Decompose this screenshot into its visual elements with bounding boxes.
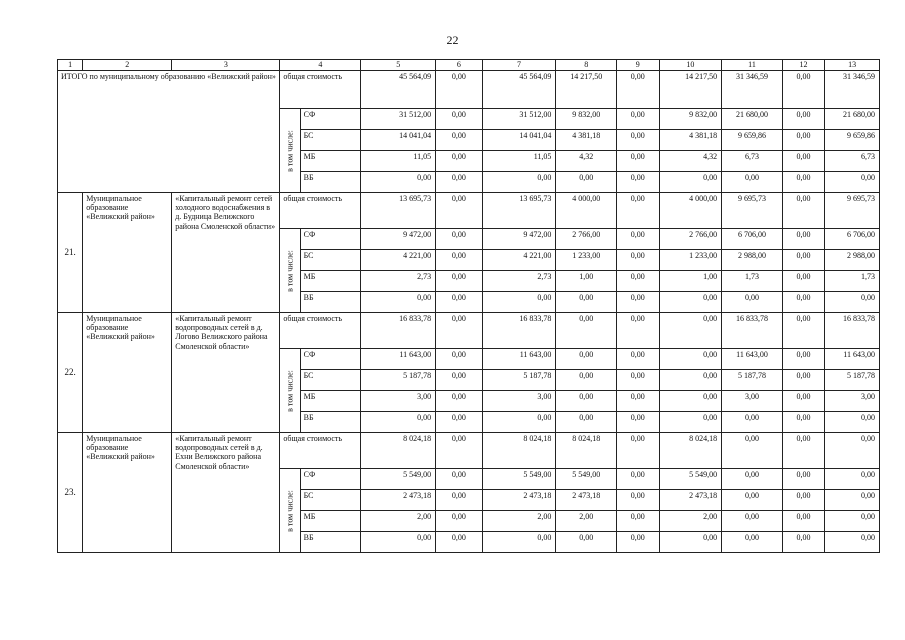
value-cell: 0,00 bbox=[482, 172, 556, 193]
value-cell: 2 766,00 bbox=[556, 229, 617, 250]
row-number: 23. bbox=[58, 433, 83, 553]
value-cell: 0,00 bbox=[556, 292, 617, 313]
value-cell: 0,00 bbox=[782, 391, 824, 412]
header-cell: 8 bbox=[556, 60, 617, 71]
value-cell: 0,00 bbox=[436, 433, 483, 469]
row-number: 21. bbox=[58, 193, 83, 313]
value-cell: 0,00 bbox=[617, 172, 659, 193]
value-cell: 2,00 bbox=[361, 511, 436, 532]
value-cell: 0,00 bbox=[436, 229, 483, 250]
value-cell: 5 187,78 bbox=[361, 370, 436, 391]
fund-source-label: СФ bbox=[300, 109, 361, 130]
value-cell: 0,00 bbox=[782, 109, 824, 130]
value-cell: 2 473,18 bbox=[659, 490, 722, 511]
value-cell: 4 221,00 bbox=[482, 250, 556, 271]
value-cell: 9 472,00 bbox=[482, 229, 556, 250]
value-cell: 0,00 bbox=[659, 391, 722, 412]
value-cell: 5 549,00 bbox=[482, 469, 556, 490]
value-cell: 0,00 bbox=[722, 490, 783, 511]
municipality-name: Муниципальное образование «Велижский район» bbox=[83, 313, 172, 433]
value-cell: 21 680,00 bbox=[722, 109, 783, 130]
value-cell: 0,00 bbox=[361, 172, 436, 193]
total-cost-label: общая стоимость bbox=[280, 433, 361, 469]
in-that-label-cell bbox=[280, 109, 300, 193]
value-cell: 2 473,18 bbox=[361, 490, 436, 511]
value-cell: 0,00 bbox=[617, 313, 659, 349]
value-cell: 6 706,00 bbox=[825, 229, 880, 250]
value-cell: 2,00 bbox=[659, 511, 722, 532]
value-cell: 0,00 bbox=[782, 229, 824, 250]
value-cell: 16 833,78 bbox=[722, 313, 783, 349]
value-cell: 16 833,78 bbox=[825, 313, 880, 349]
value-cell: 0,00 bbox=[556, 349, 617, 370]
value-cell: 0,00 bbox=[556, 532, 617, 553]
value-cell: 1,73 bbox=[722, 271, 783, 292]
fund-source-label: МБ bbox=[300, 391, 361, 412]
fund-source-label: БС bbox=[300, 130, 361, 151]
value-cell: 0,00 bbox=[482, 532, 556, 553]
fund-source-label: БС bbox=[300, 250, 361, 271]
value-cell: 4,32 bbox=[659, 151, 722, 172]
value-cell: 9 659,86 bbox=[825, 130, 880, 151]
value-cell: 0,00 bbox=[617, 469, 659, 490]
value-cell: 0,00 bbox=[782, 71, 824, 109]
value-cell: 6,73 bbox=[825, 151, 880, 172]
in-that-label: в том числе: bbox=[285, 249, 295, 292]
in-that-label: в том числе: bbox=[285, 489, 295, 532]
value-cell: 0,00 bbox=[617, 511, 659, 532]
header-cell: 1 bbox=[58, 60, 83, 71]
value-cell: 0,00 bbox=[722, 433, 783, 469]
value-cell: 0,00 bbox=[617, 130, 659, 151]
value-cell: 6 706,00 bbox=[722, 229, 783, 250]
value-cell: 0,00 bbox=[617, 271, 659, 292]
municipality-name: Муниципальное образование «Велижский район» bbox=[83, 433, 172, 553]
value-cell: 0,00 bbox=[436, 71, 483, 109]
header-cell: 6 bbox=[436, 60, 483, 71]
value-cell: 0,00 bbox=[482, 292, 556, 313]
header-cell: 13 bbox=[825, 60, 880, 71]
value-cell: 0,00 bbox=[617, 151, 659, 172]
value-cell: 0,00 bbox=[361, 532, 436, 553]
value-cell: 0,00 bbox=[782, 433, 824, 469]
header-cell: 9 bbox=[617, 60, 659, 71]
total-cost-label: общая стоимость bbox=[280, 193, 361, 229]
value-cell: 9 472,00 bbox=[361, 229, 436, 250]
value-cell: 16 833,78 bbox=[361, 313, 436, 349]
value-cell: 3,00 bbox=[825, 391, 880, 412]
value-cell: 0,00 bbox=[782, 532, 824, 553]
fund-source-label: БС bbox=[300, 370, 361, 391]
value-cell: 0,00 bbox=[782, 511, 824, 532]
header-cell: 4 bbox=[280, 60, 361, 71]
value-cell: 11 643,00 bbox=[722, 349, 783, 370]
header-cell: 3 bbox=[172, 60, 280, 71]
value-cell: 9 832,00 bbox=[659, 109, 722, 130]
value-cell: 9 659,86 bbox=[722, 130, 783, 151]
value-cell: 8 024,18 bbox=[556, 433, 617, 469]
value-cell: 1,00 bbox=[659, 271, 722, 292]
value-cell: 0,00 bbox=[617, 109, 659, 130]
value-cell: 0,00 bbox=[617, 71, 659, 109]
value-cell: 1,00 bbox=[556, 271, 617, 292]
value-cell: 3,00 bbox=[361, 391, 436, 412]
value-cell: 14 041,04 bbox=[482, 130, 556, 151]
object-row bbox=[58, 193, 880, 229]
value-cell: 4 381,18 bbox=[556, 130, 617, 151]
value-cell: 0,00 bbox=[436, 469, 483, 490]
value-cell: 2 988,00 bbox=[722, 250, 783, 271]
value-cell: 2 473,18 bbox=[482, 490, 556, 511]
value-cell: 0,00 bbox=[436, 532, 483, 553]
value-cell: 2 766,00 bbox=[659, 229, 722, 250]
value-cell: 0,00 bbox=[782, 469, 824, 490]
value-cell: 45 564,09 bbox=[361, 71, 436, 109]
header-cell: 7 bbox=[482, 60, 556, 71]
value-cell: 2 988,00 bbox=[825, 250, 880, 271]
value-cell: 4 221,00 bbox=[361, 250, 436, 271]
value-cell: 5 549,00 bbox=[556, 469, 617, 490]
value-cell: 0,00 bbox=[825, 532, 880, 553]
project-name: «Капитальный ремонт водопроводных сетей в д. Ехни Велижского района Смоленской области» bbox=[172, 433, 280, 553]
value-cell: 0,00 bbox=[659, 370, 722, 391]
fund-source-label: ВБ bbox=[300, 532, 361, 553]
in-that-label-cell bbox=[280, 349, 300, 433]
value-cell: 9 695,73 bbox=[825, 193, 880, 229]
value-cell: 5 187,78 bbox=[482, 370, 556, 391]
value-cell: 0,00 bbox=[782, 271, 824, 292]
value-cell: 0,00 bbox=[825, 469, 880, 490]
header-row bbox=[58, 60, 880, 71]
page-number: 22 bbox=[446, 33, 459, 47]
fund-source-label: МБ bbox=[300, 151, 361, 172]
value-cell: 0,00 bbox=[722, 172, 783, 193]
fund-source-label: СФ bbox=[300, 349, 361, 370]
municipality-name: Муниципальное образование «Велижский район» bbox=[83, 193, 172, 313]
value-cell: 6,73 bbox=[722, 151, 783, 172]
value-cell: 11 643,00 bbox=[482, 349, 556, 370]
value-cell: 3,00 bbox=[482, 391, 556, 412]
value-cell: 0,00 bbox=[825, 511, 880, 532]
fund-source-label: ВБ bbox=[300, 292, 361, 313]
project-name: «Капитальный ремонт водопроводных сетей в д. Логово Велижского района Смоленской области» bbox=[172, 313, 280, 433]
value-cell: 0,00 bbox=[436, 313, 483, 349]
value-cell: 0,00 bbox=[617, 490, 659, 511]
value-cell: 0,00 bbox=[436, 511, 483, 532]
value-cell: 14 217,50 bbox=[659, 71, 722, 109]
value-cell: 8 024,18 bbox=[361, 433, 436, 469]
value-cell: 0,00 bbox=[825, 292, 880, 313]
value-cell: 0,00 bbox=[722, 412, 783, 433]
value-cell: 0,00 bbox=[825, 412, 880, 433]
value-cell: 0,00 bbox=[436, 292, 483, 313]
value-cell: 0,00 bbox=[617, 532, 659, 553]
value-cell: 0,00 bbox=[782, 151, 824, 172]
value-cell: 2,00 bbox=[556, 511, 617, 532]
value-cell: 0,00 bbox=[659, 292, 722, 313]
value-cell: 9 832,00 bbox=[556, 109, 617, 130]
value-cell: 0,00 bbox=[617, 433, 659, 469]
value-cell: 0,00 bbox=[782, 370, 824, 391]
value-cell: 2,73 bbox=[361, 271, 436, 292]
value-cell: 0,00 bbox=[556, 412, 617, 433]
in-that-label-cell bbox=[280, 469, 300, 553]
total-cost-label: общая стоимость bbox=[280, 313, 361, 349]
value-cell: 9 695,73 bbox=[722, 193, 783, 229]
value-cell: 5 187,78 bbox=[722, 370, 783, 391]
value-cell: 0,00 bbox=[556, 313, 617, 349]
value-cell: 0,00 bbox=[361, 292, 436, 313]
fund-source-label: ВБ bbox=[300, 412, 361, 433]
value-cell: 13 695,73 bbox=[361, 193, 436, 229]
in-that-label: в том числе: bbox=[285, 369, 295, 412]
object-row bbox=[58, 433, 880, 469]
fund-source-label: МБ bbox=[300, 511, 361, 532]
value-cell: 2,00 bbox=[482, 511, 556, 532]
value-cell: 1 233,00 bbox=[659, 250, 722, 271]
header-cell: 11 bbox=[722, 60, 783, 71]
value-cell: 13 695,73 bbox=[482, 193, 556, 229]
value-cell: 0,00 bbox=[436, 193, 483, 229]
value-cell: 0,00 bbox=[617, 391, 659, 412]
value-cell: 11,05 bbox=[482, 151, 556, 172]
fund-source-label: МБ bbox=[300, 271, 361, 292]
value-cell: 0,00 bbox=[482, 412, 556, 433]
value-cell: 5 187,78 bbox=[825, 370, 880, 391]
in-that-label: в том числе: bbox=[285, 129, 295, 172]
fund-source-label: СФ bbox=[300, 229, 361, 250]
value-cell: 4 000,00 bbox=[556, 193, 617, 229]
value-cell: 0,00 bbox=[556, 172, 617, 193]
value-cell: 0,00 bbox=[436, 250, 483, 271]
value-cell: 0,00 bbox=[659, 532, 722, 553]
value-cell: 0,00 bbox=[436, 172, 483, 193]
value-cell: 5 549,00 bbox=[361, 469, 436, 490]
value-cell: 2,73 bbox=[482, 271, 556, 292]
value-cell: 0,00 bbox=[782, 292, 824, 313]
value-cell: 0,00 bbox=[436, 391, 483, 412]
value-cell: 0,00 bbox=[782, 130, 824, 151]
value-cell: 0,00 bbox=[617, 193, 659, 229]
value-cell: 0,00 bbox=[782, 490, 824, 511]
project-name: «Капитальный ремонт сетей холодного водоснабжения в д. Будница Велижского района Смоленской области» bbox=[172, 193, 280, 313]
value-cell: 0,00 bbox=[436, 130, 483, 151]
value-cell: 0,00 bbox=[782, 250, 824, 271]
value-cell: 0,00 bbox=[722, 292, 783, 313]
value-cell: 0,00 bbox=[436, 109, 483, 130]
value-cell: 0,00 bbox=[825, 490, 880, 511]
object-row bbox=[58, 313, 880, 349]
value-cell: 11,05 bbox=[361, 151, 436, 172]
value-cell: 0,00 bbox=[617, 250, 659, 271]
in-that-label-cell bbox=[280, 229, 300, 313]
fund-source-label: СФ bbox=[300, 469, 361, 490]
value-cell: 31 512,00 bbox=[361, 109, 436, 130]
value-cell: 0,00 bbox=[361, 412, 436, 433]
header-cell: 12 bbox=[782, 60, 824, 71]
value-cell: 45 564,09 bbox=[482, 71, 556, 109]
header-cell: 5 bbox=[361, 60, 436, 71]
value-cell: 0,00 bbox=[825, 433, 880, 469]
value-cell: 0,00 bbox=[617, 412, 659, 433]
value-cell: 0,00 bbox=[556, 370, 617, 391]
value-cell: 11 643,00 bbox=[825, 349, 880, 370]
value-cell: 0,00 bbox=[436, 412, 483, 433]
value-cell: 3,00 bbox=[722, 391, 783, 412]
value-cell: 0,00 bbox=[659, 349, 722, 370]
value-cell: 2 473,18 bbox=[556, 490, 617, 511]
value-cell: 14 217,50 bbox=[556, 71, 617, 109]
value-cell: 5 549,00 bbox=[659, 469, 722, 490]
total-cost-label: общая стоимость bbox=[280, 71, 361, 109]
value-cell: 1,73 bbox=[825, 271, 880, 292]
value-cell: 0,00 bbox=[617, 349, 659, 370]
value-cell: 0,00 bbox=[722, 511, 783, 532]
total-row bbox=[58, 71, 880, 109]
value-cell: 0,00 bbox=[556, 391, 617, 412]
value-cell: 16 833,78 bbox=[482, 313, 556, 349]
value-cell: 0,00 bbox=[782, 172, 824, 193]
value-cell: 0,00 bbox=[436, 151, 483, 172]
value-cell: 31 346,59 bbox=[825, 71, 880, 109]
value-cell: 0,00 bbox=[722, 469, 783, 490]
value-cell: 8 024,18 bbox=[659, 433, 722, 469]
value-cell: 0,00 bbox=[436, 271, 483, 292]
value-cell: 8 024,18 bbox=[482, 433, 556, 469]
value-cell: 0,00 bbox=[617, 292, 659, 313]
value-cell: 0,00 bbox=[617, 370, 659, 391]
value-cell: 11 643,00 bbox=[361, 349, 436, 370]
value-cell: 0,00 bbox=[722, 532, 783, 553]
value-cell: 0,00 bbox=[782, 349, 824, 370]
header-cell: 2 bbox=[83, 60, 172, 71]
value-cell: 0,00 bbox=[436, 349, 483, 370]
value-cell: 4,32 bbox=[556, 151, 617, 172]
value-cell: 4 000,00 bbox=[659, 193, 722, 229]
value-cell: 14 041,04 bbox=[361, 130, 436, 151]
value-cell: 1 233,00 bbox=[556, 250, 617, 271]
value-cell: 31 346,59 bbox=[722, 71, 783, 109]
value-cell: 0,00 bbox=[782, 412, 824, 433]
value-cell: 0,00 bbox=[436, 490, 483, 511]
value-cell: 21 680,00 bbox=[825, 109, 880, 130]
value-cell: 0,00 bbox=[659, 172, 722, 193]
value-cell: 0,00 bbox=[825, 172, 880, 193]
total-title: ИТОГО по муниципальному образованию «Велижский район» bbox=[58, 71, 280, 193]
value-cell: 0,00 bbox=[659, 412, 722, 433]
fund-source-label: БС bbox=[300, 490, 361, 511]
value-cell: 0,00 bbox=[436, 370, 483, 391]
fund-source-label: ВБ bbox=[300, 172, 361, 193]
value-cell: 4 381,18 bbox=[659, 130, 722, 151]
value-cell: 0,00 bbox=[659, 313, 722, 349]
value-cell: 31 512,00 bbox=[482, 109, 556, 130]
value-cell: 0,00 bbox=[782, 193, 824, 229]
value-cell: 0,00 bbox=[782, 313, 824, 349]
financing-table bbox=[57, 59, 880, 553]
value-cell: 0,00 bbox=[617, 229, 659, 250]
row-number: 22. bbox=[58, 313, 83, 433]
header-cell: 10 bbox=[659, 60, 722, 71]
